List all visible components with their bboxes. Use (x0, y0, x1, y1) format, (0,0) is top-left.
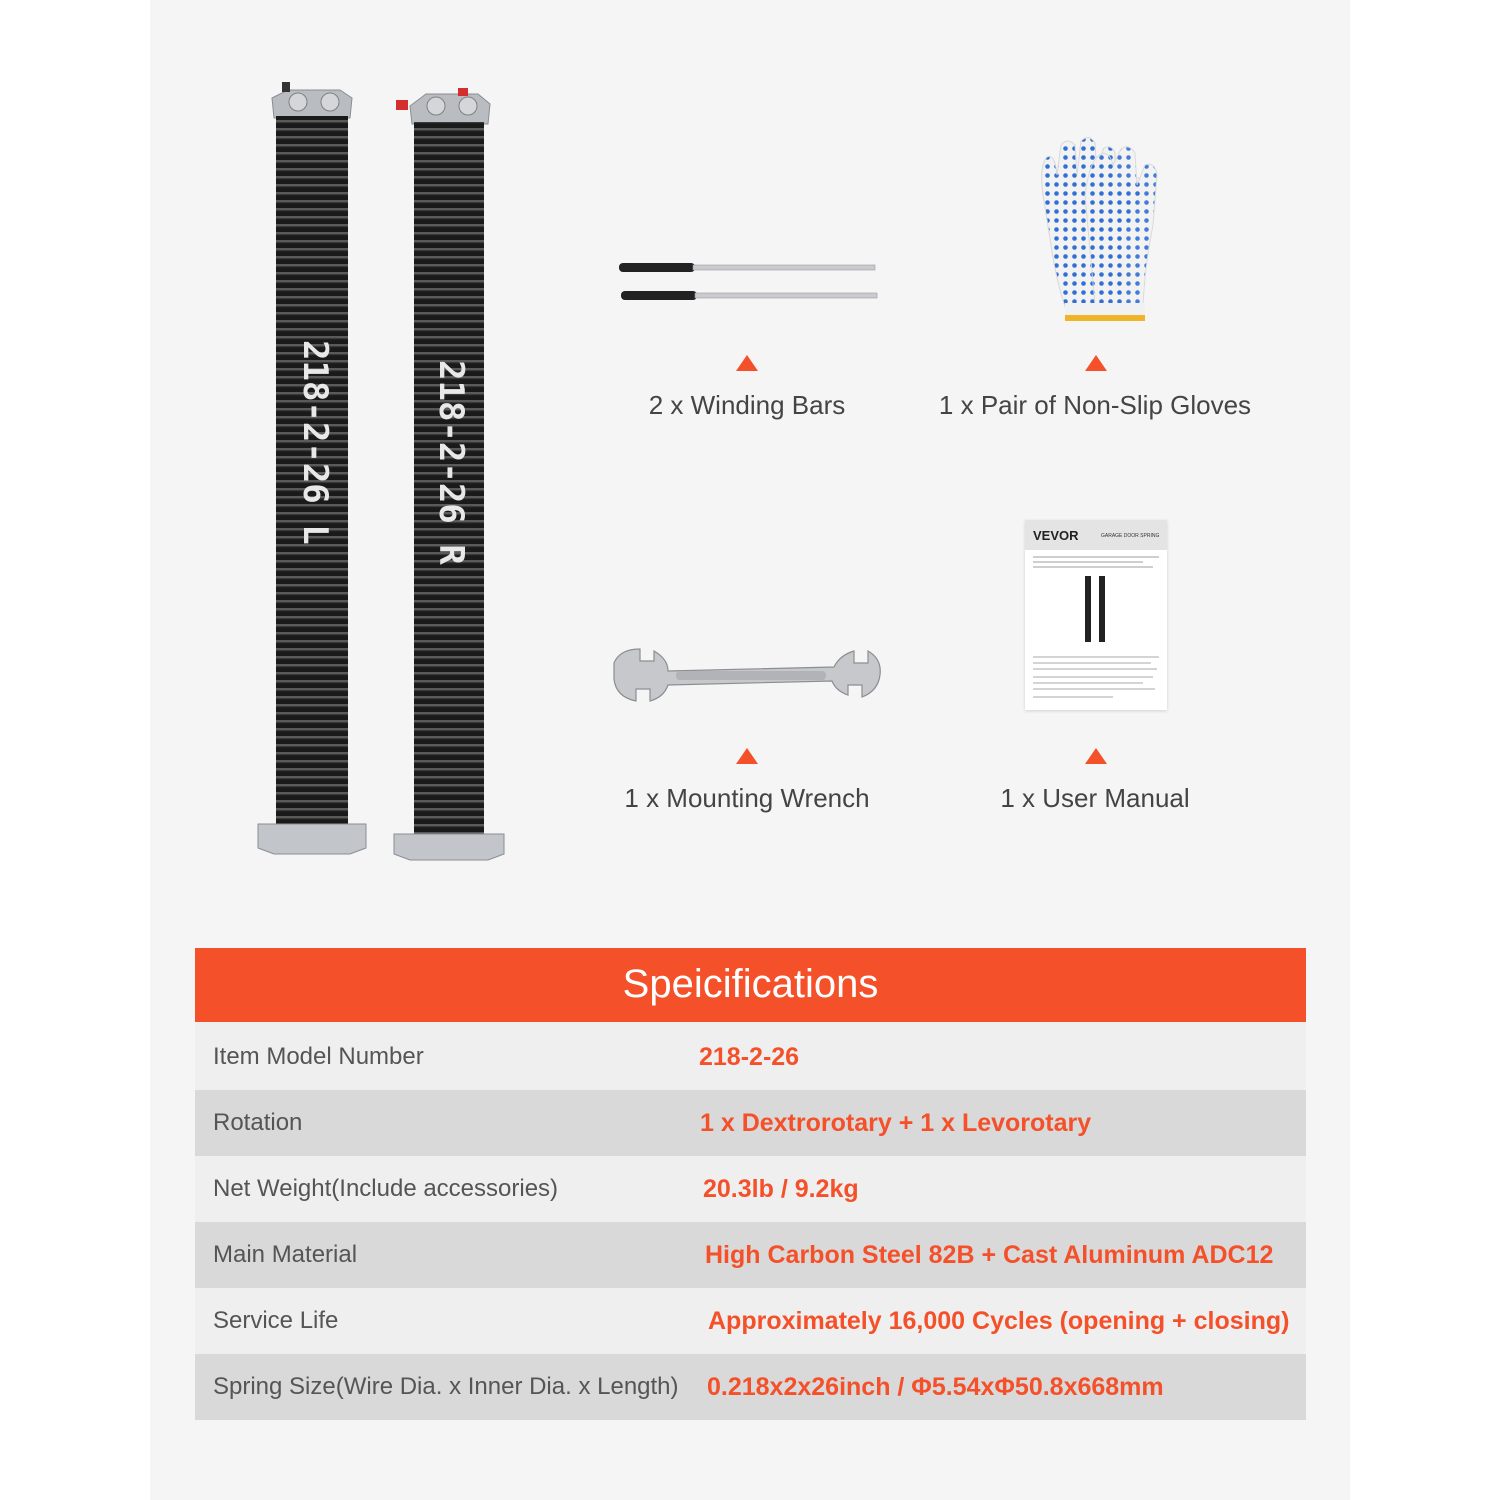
spec-value: High Carbon Steel 82B + Cast Aluminum ADC12 (705, 1241, 1274, 1269)
torsion-springs-image (250, 80, 520, 870)
arrow-up-icon (1085, 748, 1107, 764)
manual-brand: VEVOR (1033, 528, 1079, 543)
left-spring (258, 82, 366, 854)
spec-row-rotation (195, 1090, 1306, 1156)
right-spring-marking: 218-2-26 R (431, 360, 471, 565)
spec-label: Item Model Number (213, 1043, 424, 1070)
arrow-up-icon (736, 748, 758, 764)
specifications-title: Speicifications (195, 948, 1306, 1022)
spec-value: 20.3lb / 9.2kg (703, 1175, 859, 1203)
manual-title: GARAGE DOOR SPRING (1101, 533, 1160, 539)
spec-row-service-life (195, 1288, 1306, 1354)
spec-value: 0.218x2x26inch / Φ5.54xΦ50.8x668mm (707, 1373, 1164, 1401)
spec-value: 218-2-26 (699, 1043, 800, 1071)
left-spring-marking: 218-2-26 L (295, 340, 335, 545)
arrow-up-icon (736, 355, 758, 371)
user-manual-image (1025, 520, 1167, 710)
item-label: 1 x User Manual (1000, 783, 1190, 813)
spec-row-material (195, 1222, 1306, 1288)
right-spring (394, 88, 504, 860)
spec-value: Approximately 16,000 Cycles (opening + closing) (708, 1307, 1290, 1335)
winding-bars-icon (615, 255, 880, 307)
spec-value: 1 x Dextrorotary + 1 x Levorotary (700, 1109, 1092, 1137)
spec-row-model (195, 1022, 1306, 1090)
spec-label: Rotation (213, 1109, 303, 1136)
arrow-up-icon (1085, 355, 1107, 371)
item-label: 2 x Winding Bars (648, 390, 846, 420)
spec-label: Net Weight(Include accessories) (213, 1175, 559, 1202)
wrench-icon (610, 645, 885, 705)
spec-row-spring-size (195, 1354, 1306, 1420)
gloves-icon (1025, 135, 1165, 325)
spec-label: Service Life (213, 1307, 339, 1334)
specifications-table (195, 1022, 1306, 1420)
spec-label: Spring Size(Wire Dia. x Inner Dia. x Length) (213, 1373, 679, 1400)
item-label: 1 x Mounting Wrench (624, 783, 870, 813)
spec-label: Main Material (213, 1241, 358, 1268)
item-label: 1 x Pair of Non-Slip Gloves (938, 390, 1252, 420)
spec-row-weight (195, 1156, 1306, 1222)
